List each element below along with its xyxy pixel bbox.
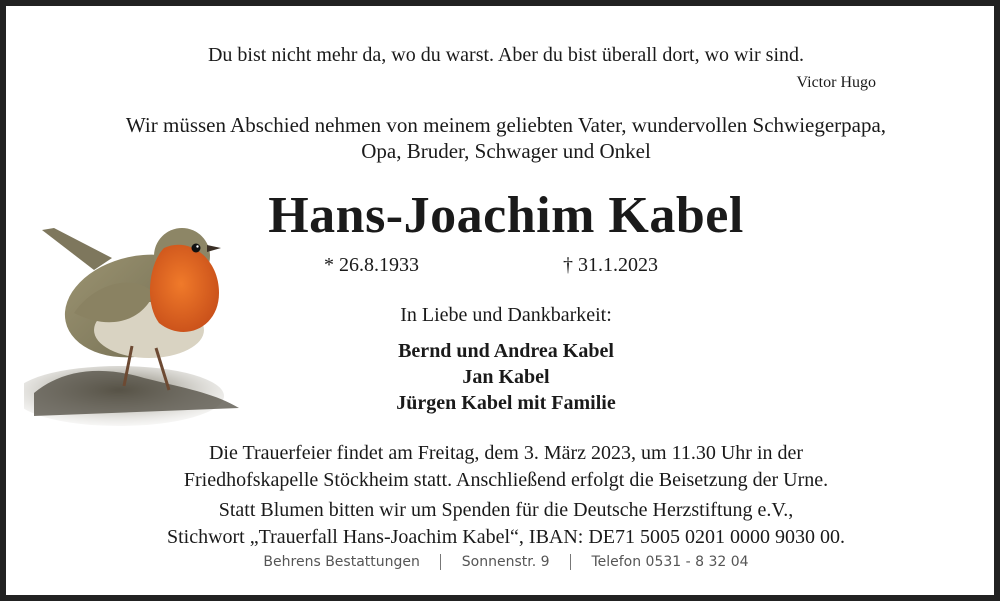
donation-info [6, 497, 1000, 551]
birth-date: * 26.8.1933 [324, 254, 419, 276]
donation-line-2: Stichwort „Trauerfall Hans-Joachim Kabel“, IBAN: DE71 5005 0201 0000 9030 00. [166, 526, 846, 548]
quote-author: Victor Hugo [796, 74, 876, 91]
footer [6, 554, 1000, 570]
footer-phone: Telefon 0531 - 8 32 04 [591, 554, 749, 570]
footer-divider [570, 554, 571, 570]
footer-address: Sonnenstr. 9 [461, 554, 550, 570]
quote-text: Du bist nicht mehr da, wo du warst. Aber du bist überall dort, wo wir sind. [207, 44, 805, 66]
family-member: Jürgen Kabel mit Familie [396, 392, 616, 414]
intro-line-1: Wir müssen Abschied nehmen von meinem geliebten Vater, wundervollen Schwiegerpapa, [125, 113, 887, 137]
intro-text [6, 112, 1000, 164]
footer-company: Behrens Bestattungen [263, 554, 420, 570]
intro-line-2: Opa, Bruder, Schwager und Onkel [361, 139, 651, 163]
funeral-line-1: Die Trauerfeier findet am Freitag, dem 3. März 2023, um 11.30 Uhr in der [208, 442, 804, 464]
deceased-name: Hans-Joachim Kabel [268, 187, 744, 244]
footer-divider [440, 554, 441, 570]
family-member: Bernd und Andrea Kabel [398, 340, 614, 362]
funeral-info [6, 440, 1000, 494]
robin-bird-icon [24, 218, 259, 428]
funeral-line-2: Friedhofskapelle Stöckheim statt. Anschließend erfolgt die Beisetzung der Urne. [183, 469, 829, 491]
death-date: † 31.1.2023 [563, 254, 658, 276]
donation-line-1: Statt Blumen bitten wir um Spenden für die Deutsche Herzstiftung e.V., [218, 499, 794, 521]
family-member: Jan Kabel [462, 366, 550, 388]
thanks-text: In Liebe und Dankbarkeit: [400, 304, 612, 326]
